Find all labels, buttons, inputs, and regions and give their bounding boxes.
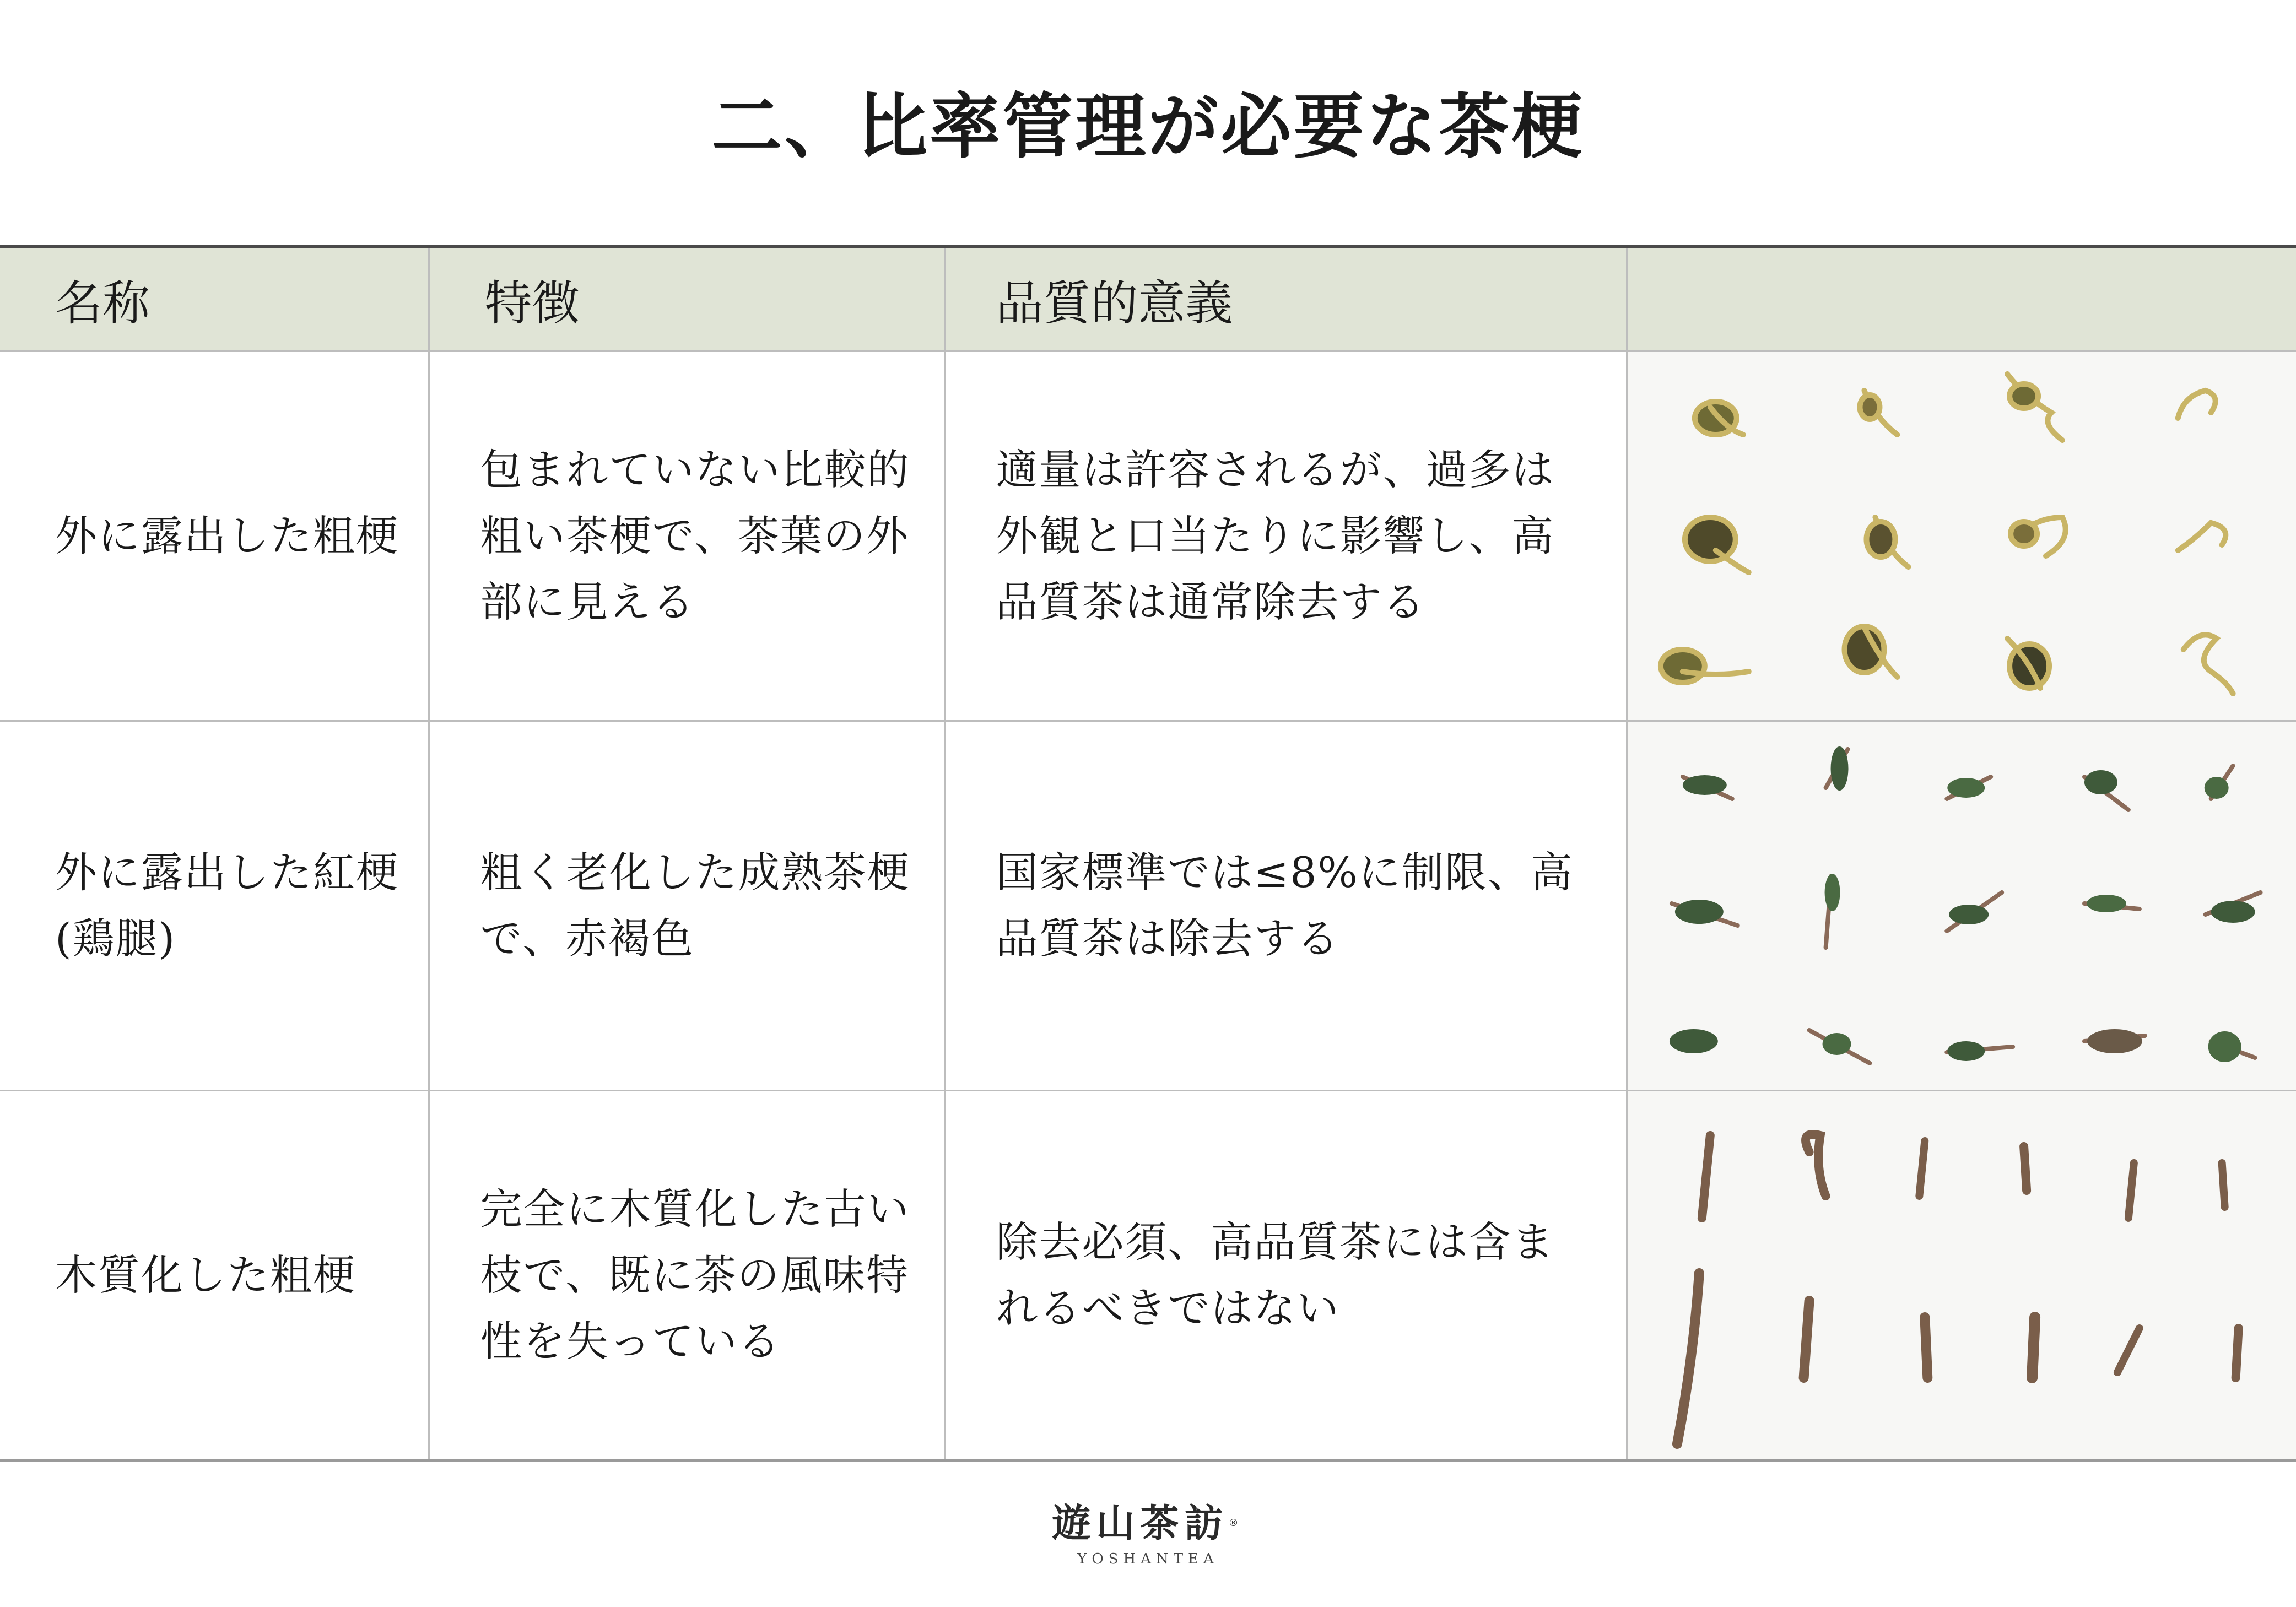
- row-name: 木質化した粗梗: [0, 1091, 429, 1461]
- logo-name: 遊山茶訪: [1052, 1500, 1229, 1546]
- tea-leaves-image: [1628, 352, 2296, 720]
- brand-logo: [0, 1498, 2296, 1570]
- row-quality: 除去必須、高品質茶には含まれるべきではない: [944, 1091, 1627, 1461]
- stem-table: [0, 245, 2296, 1462]
- registered-mark: ®: [1228, 1517, 1244, 1529]
- woody-coarse-stems-photo: [1627, 1091, 2296, 1461]
- logo-wordmark: [0, 1498, 2296, 1548]
- header-feature: 特徴: [429, 247, 944, 351]
- row-feature: 包まれていない比較的粗い茶梗で、茶葉の外部に見える: [429, 351, 944, 721]
- table-row: [0, 351, 2296, 721]
- row-quality: 国家標準では≤8%に制限、高品質茶は除去する: [944, 721, 1627, 1091]
- row-quality: 適量は許容されるが、過多は外観と口当たりに影響し、高品質茶は通常除去する: [944, 351, 1627, 721]
- exposed-coarse-stems-photo: [1627, 351, 2296, 721]
- row-feature: 完全に木質化した古い枝で、既に茶の風味特性を失っている: [429, 1091, 944, 1461]
- header-image: [1627, 247, 2296, 351]
- page-title: 二、比率管理が必要な茶梗: [711, 85, 1585, 168]
- table-row: [0, 721, 2296, 1091]
- table-row: [0, 1091, 2296, 1461]
- table-header-row: [0, 247, 2296, 351]
- row-feature: 粗く老化した成熟茶梗で、赤褐色: [429, 721, 944, 1091]
- tea-leaves-image: [1628, 722, 2296, 1090]
- header-quality: 品質的意義: [944, 247, 1627, 351]
- row-name: 外に露出した粗梗: [0, 351, 429, 721]
- header-name: 名称: [0, 247, 429, 351]
- tea-stems-image: [1628, 1091, 2296, 1459]
- logo-latin: YOSHANTEA: [1077, 1551, 1219, 1567]
- exposed-red-stems-photo: [1627, 721, 2296, 1091]
- row-name: 外に露出した紅梗(鶏腿): [0, 721, 429, 1091]
